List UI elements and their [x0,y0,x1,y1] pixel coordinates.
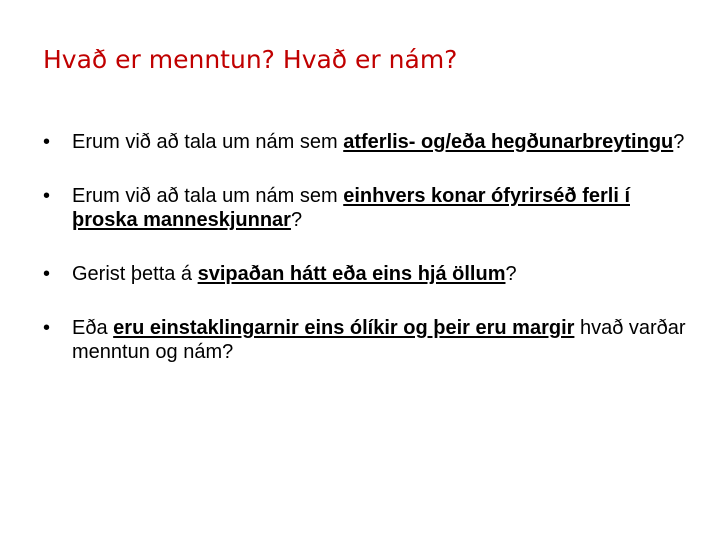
bullet-emphasis: svipaðan hátt eða eins hjá öllum [197,263,506,285]
bullet-emphasis: atferlis- og/eða hegðunarbreytingu [343,131,674,153]
bullet-icon: • [43,263,51,285]
bullet-text: Gerist þetta á [72,263,198,285]
bullet-text-end: hvað varðar menntun og nám? [72,317,686,363]
bullet-text-end: ? [290,209,303,231]
bullet-list [43,130,693,394]
slide-title: Hvað er menntun? Hvað er nám? [43,45,458,74]
bullet-text: Eða [72,317,114,339]
bullet-emphasis: eru einstaklingarnir eins ólíkir og þeir eru margir [113,317,575,339]
bullet-icon: • [43,185,51,207]
bullet-text-end: ? [673,131,685,153]
bullet-text: Erum við að tala um nám sem [72,185,344,207]
bullet-emphasis: einhvers konar ófyrirséð ferli í þroska manneskjunnar [72,185,630,231]
bullet-text-end: ? [505,263,517,285]
bullet-icon: • [43,317,51,339]
bullet-icon: • [43,131,51,153]
bullet-item [43,262,693,286]
bullet-item [43,130,693,154]
bullet-item [43,184,693,232]
bullet-text: Erum við að tala um nám sem [72,131,344,153]
bullet-item [43,316,693,364]
